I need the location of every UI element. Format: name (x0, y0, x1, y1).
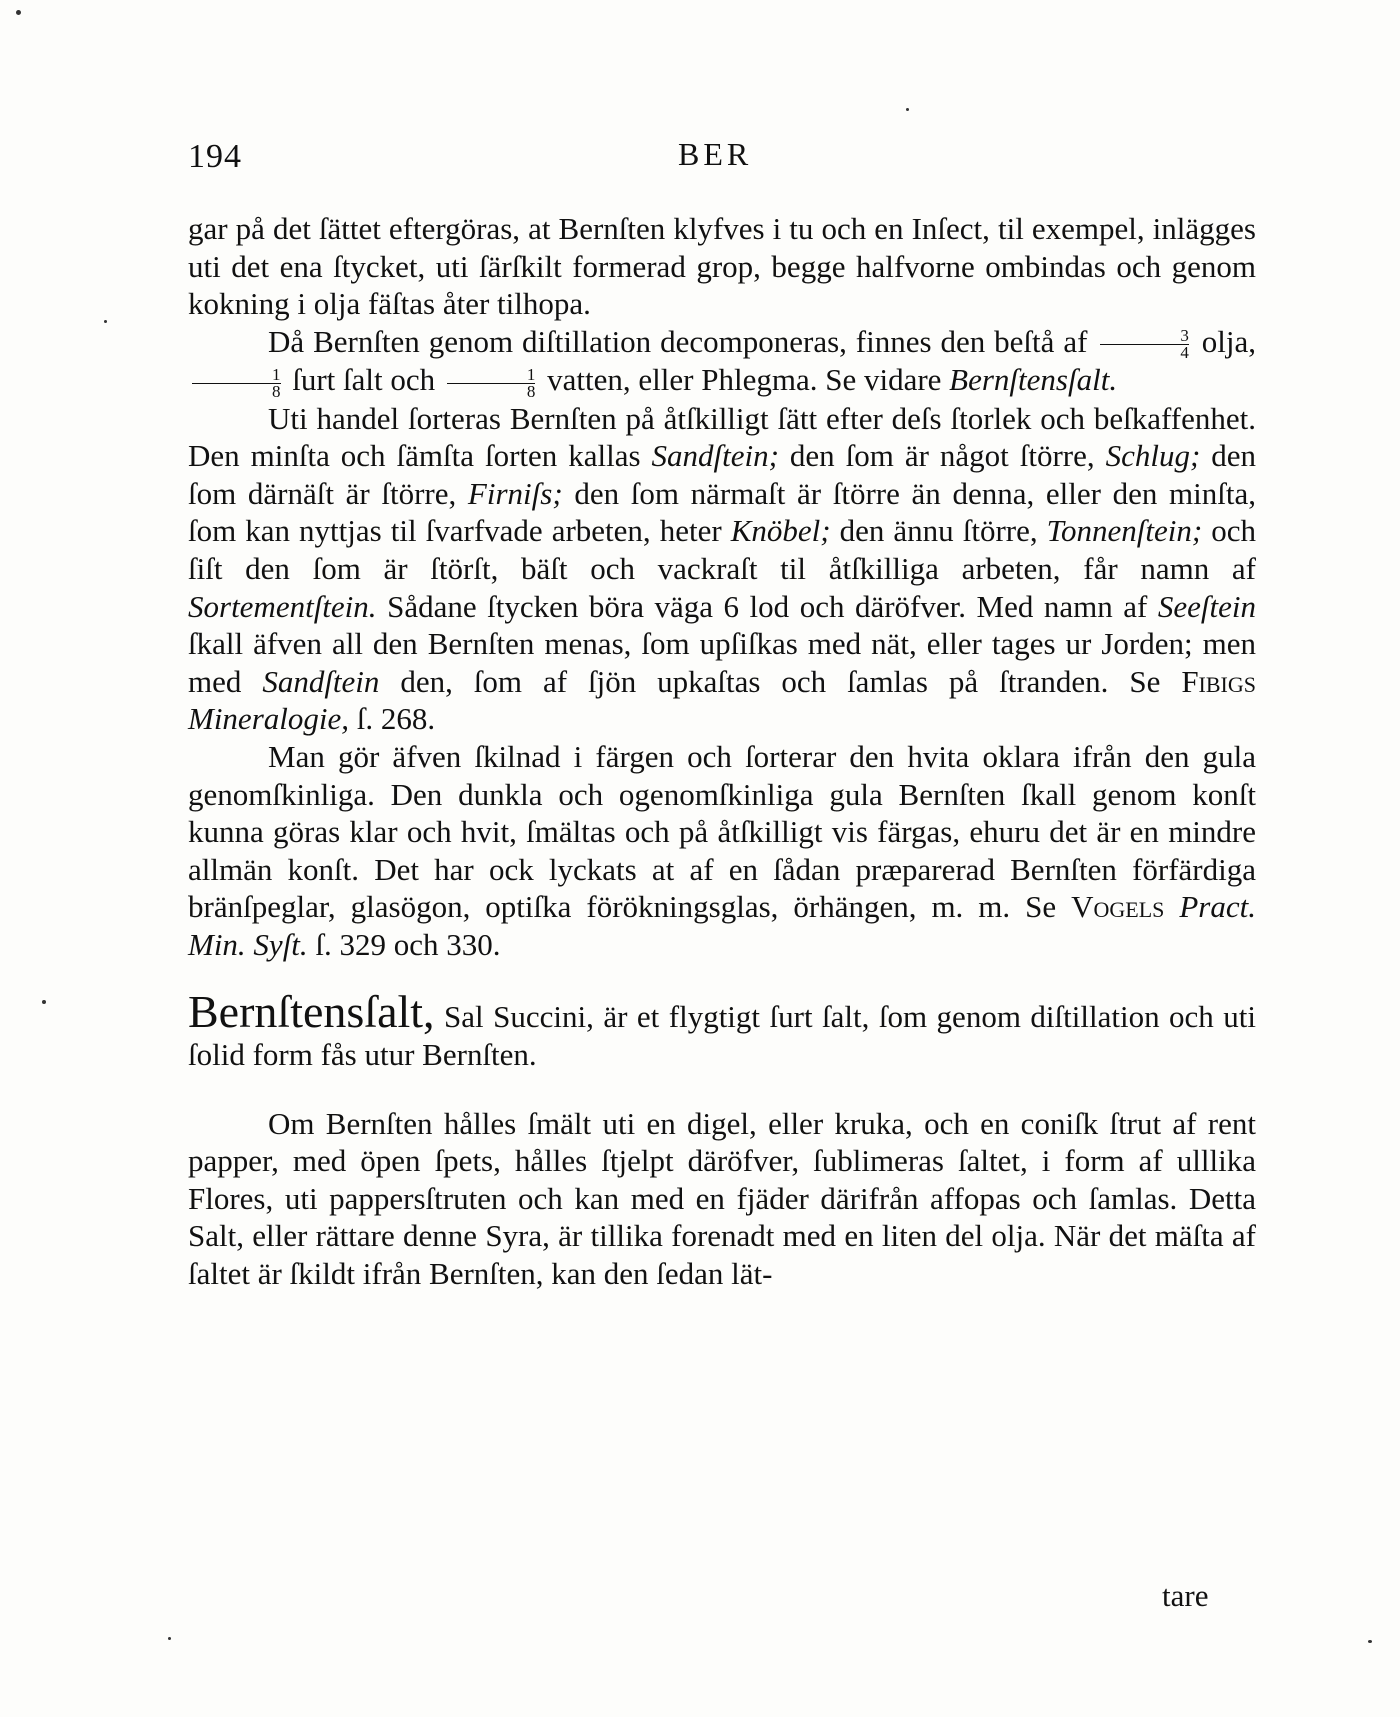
text-block (188, 210, 1256, 1293)
author-name: Vogels (1071, 889, 1165, 925)
term-italic: Seeſtein (1157, 588, 1257, 624)
fraction-numerator: 1 (192, 367, 281, 384)
paragraph-text: Man gör äfven ſkilnad i färgen och ſorterar den hvita oklara ifrån den gula genomſkinliga. Den dunkla och ogenomſkinliga gula Bernſten ſkall genom konſt kunna göras klar och hvit, ſmältas och på åtſkilligt vis färgas, ehuru det är en mindre allmän konſt. Det har ock lyckats at af en ſådan præparerad Bernſten förfärdiga bränſpeglar, glasögon, optiſka förökningsglas, örhängen, m. m. Se (188, 738, 1256, 925)
author-name: Fibigs (1181, 663, 1257, 699)
paragraph-text: Uti handel ſorteras Bernſten på åtſkilligt ſätt efter deſs ſtorlek och beſkaffenhet. Den minſta och ſämſta ſorten kallas (188, 400, 1256, 474)
paragraph-text: ſurt ſalt och (292, 362, 436, 398)
entry-definition: Sal Succini, är et flygtigt ſurt ſalt, ſom genom diſtillation och uti ſolid form fås utur Bernſten. (188, 999, 1257, 1073)
term-italic: Firniſs; (467, 475, 563, 511)
term-italic: Tonnenſtein; (1046, 513, 1203, 549)
paragraph-text: Då Bernſten genom diſtillation decomponeras, finnes den beſtå af (268, 323, 1088, 359)
fraction-denominator: 8 (526, 381, 536, 401)
fraction (1100, 328, 1189, 361)
print-speck (104, 320, 107, 323)
paragraph-sorting (188, 400, 1256, 738)
paragraph-text: gar på det ſättet eftergöras, at Bernſten klyfves i tu och en Inſect, til exempel, inlägges uti det ena ſtycket, uti ſärſkilt formerad grop, begge halfvorne ombindas och genom kokning i olja fäſtas åter tilhopa. (188, 211, 1256, 322)
paragraph-text: Sådane ſtycken böra väga 6 lod och däröfver. Med namn af (387, 588, 1148, 624)
paragraph-text: vatten, eller Phlegma. Se vidare (547, 362, 942, 398)
paragraph-text: den ſom är något ſtörre, (789, 438, 1095, 474)
page-header (188, 138, 1258, 188)
entry-headword: Bernſtensſalt, (188, 986, 435, 1038)
paragraph-text: ſkall äfven all den Bernſten menas, ſom upſiſkas med nät, eller tages ur Jorden; men med (188, 626, 1256, 699)
fraction-denominator: 8 (272, 381, 281, 401)
paragraph-text: olja, (1201, 323, 1257, 359)
book-title: Pract. Min. Syſt. (188, 889, 1256, 962)
running-head: BER (678, 136, 753, 172)
book-title: Mineralogie, (188, 701, 349, 737)
print-speck (906, 108, 909, 111)
fraction (192, 364, 281, 401)
catchword: tare (1162, 1578, 1209, 1613)
paragraph-text: Om Bernſten hålles ſmält uti en digel, eller kruka, och en coniſk ſtrut af rent papper, med öpen ſpets, hålles ſtjelpt däröfver, ſublimeras ſaltet, i form af ulllika Flores, uti pappersſtruten och kan med en fjäder därifrån affopas och ſamlas. Detta Salt, eller rättare denne Syra, är tillika forenadt med en liten del olja. När det mäſta af ſaltet är ſkildt ifrån Bernſten, kan den ſedan lät- (188, 1105, 1256, 1292)
print-speck (16, 10, 21, 15)
paragraph-text: den ännu ſtörre, (839, 513, 1038, 549)
page-reference: ſ. 268. (356, 701, 436, 737)
term-italic: Sortementſtein. (188, 588, 377, 624)
paragraph-colour (188, 738, 1256, 964)
paragraph-text: den, ſom af ſjön upkaſtas och ſamlas på ſtranden. Se (400, 663, 1161, 699)
cross-reference: Bernſtensſalt. (949, 362, 1118, 398)
paragraph-text: och ſiſt den ſom är ſtörſt, bäſt och vackraſt til åtſkilliga arbeten, får namn af (188, 513, 1257, 586)
paragraph-text: den ſom närmaſt är ſtörre än denna, eller den minſta, ſom kan nyttjas til ſvarfvade arbeten, heter (188, 475, 1256, 549)
print-speck (1368, 1640, 1372, 1643)
term-italic: Sandſtein; (651, 438, 779, 474)
paragraph-text: den ſom därnäſt är ſtörre, (188, 438, 1257, 511)
dictionary-entry (188, 986, 1257, 1073)
fraction-denominator: 4 (1180, 343, 1189, 363)
term-italic: Sandſtein (262, 663, 380, 699)
print-speck (168, 1637, 171, 1640)
paragraph-sublimation (188, 1105, 1256, 1293)
page-reference: ſ. 329 och 330. (315, 926, 501, 962)
paragraph-distillation (188, 323, 1256, 400)
fraction-numerator: 3 (1100, 328, 1189, 345)
term-italic: Schlug; (1105, 438, 1201, 474)
print-speck (42, 1000, 46, 1004)
term-italic: Knöbel; (730, 513, 831, 549)
fraction (447, 364, 536, 401)
paragraph-continuation (188, 210, 1256, 323)
page-number: 194 (188, 138, 242, 175)
fraction-numerator: 1 (447, 367, 536, 384)
